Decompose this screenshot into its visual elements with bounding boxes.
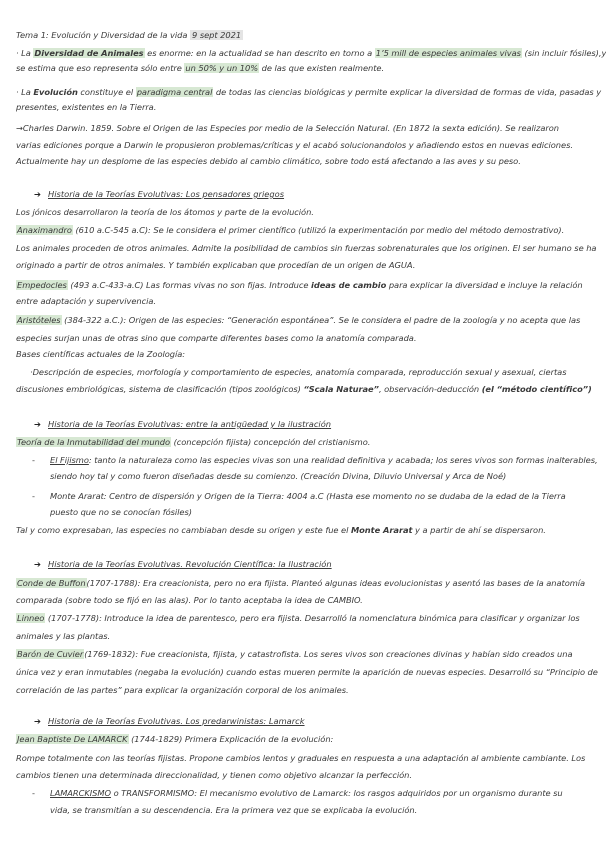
text-line: Linneo (1707-1778): Introduce la idea de parentesco, pero era fijista. Desarrolló la nomenclatura binómica para clasificar y organizar los [17,613,580,623]
intro-line: →Charles Darwin. 1859. Sobre el Origen de las Especies por medio de la Selección Natural. (En 1872 la sexta edición). Se realizaron [16,123,559,133]
section-heading: ➔ Historia de la Teorías Evolutivas: Los pensadores griegos [34,189,285,199]
list-dash: - [32,455,35,465]
text-line: Conde de Buffon(1707-1788): Era creacionista, pero no era fijista. Planteó algunas ideas evolucionistas y asentó las bases de la anatomía [17,578,586,588]
text-line: Tal y como expresaban, las especies no cambiaban desde su origen y este fue el Monte Ararat y a partir de ahí se dispersaron. [16,525,546,535]
text-line: Anaximandro (610 a.C-545 a.C): Se le considera el primer científico (utilizó la experimentación por medio del método demostrativo). [17,225,565,235]
section-heading: ➔ Historia de la Teorías Evolutivas. Los predarwinistas: Lamarck [34,716,305,726]
document-title [16,29,588,41]
section-heading: ➔ Historia de la Teorías Evolutivas. Revolución Científica: la Ilustración [34,559,332,569]
title-date: 9 sept 2021 [192,30,242,40]
intro-line: Actualmente hay un desplome de las especies debido al cambio climático, sobre todo está afectando a las aves y su peso. [16,156,521,166]
text-line: Bases científicas actuales de la Zoología: [16,349,185,359]
intro-line: · La Diversidad de Animales es enorme: en la actualidad se han descrito en torno a 1’5 mill de especies animales vivas (sin incluir fósiles),y [16,48,606,58]
arrow-icon: ➔ [34,189,41,199]
text-line: Los animales proceden de otros animales. Admite la posibilidad de cambios sin fuerzas sobrenaturales que los originen. El ser humano se ha [16,243,597,253]
list-item-cont: puesto que no se conocían fósiles) [50,507,192,517]
text-line: ·Descripción de especies, morfología y comportamiento de especies, anatomía comparada, reproducción sexual y asexual, ciertas [30,367,567,377]
text-line: Barón de Cuvier(1769-1832): Fue creacionista, fijista, y catastrofista. Los seres vivos son creaciones divinas y habían sido creados una [17,649,573,659]
text-line: especies surjan unas de otras sino que comparte diferentes bases como la anatomía comparada. [16,333,417,343]
list-item: LAMARCKISMO o TRANSFORMISMO: El mecanismo evolutivo de Lamarck: los rasgos adquiridos por un organismo durante su [50,788,563,798]
arrow-icon: ➔ [34,419,41,429]
text-line: discusiones embriológicas, sistema de clasificación (tipos zoológicos) “Scala Naturae”, observación-deducción (el “método científico”) [16,384,592,394]
text-line: Teoría de la Inmutabilidad del mundo (concepción fijista) concepción del cristianismo. [17,437,371,447]
text-line: Rompe totalmente con las teorías fijistas. Propone cambios lentos y graduales en respuesta a una adaptación al ambiente cambiante. Los [16,753,586,763]
text-line: correlación de las partes” para explicar la organización corporal de los animales. [16,685,349,695]
title-text: Tema 1: Evolución y Diversidad de la vida [16,30,188,40]
text-line: Empedocles (493 a.C-433-a.C) Las formas vivas no son fijas. Introduce ideas de cambio para explicar la diversidad e incluye la relación [17,280,583,290]
text-line: animales y las plantas. [16,631,111,641]
list-item: El Fijismo: tanto la naturaleza como las especies vivas son una realidad definitiva y acabada; los seres vivos son formas inalterables, [50,455,598,465]
list-dash: - [32,788,35,798]
intro-line: varias ediciones porque a Darwin le propusieron problemas/críticas y el acabó solucionandolos y añadiendo estos en nuevas ediciones. [16,140,573,150]
section-heading: ➔ Historia de la Teorías Evolutivas: entre la antigüedad y la ilustración [34,419,332,429]
text-line: originado a partir de otros animales. Y también explicaban que procedían de un origen de AGUA. [16,260,416,270]
arrow-icon: ➔ [34,559,41,569]
text-line: Aristóteles (384-322 a.C.): Origen de las especies: “Generación espontánea”. Se le considera el padre de la zoología y no acepta que las [17,315,581,325]
text-line: Jean Baptiste De LAMARCK (1744-1829) Primera Explicación de la evolución: [17,734,334,744]
text-line: cambios tienen una determinada direccionalidad, y tienen como objetivo alcanzar la perfección. [16,770,412,780]
text-line: única vez y eran inmutables (negaba la evolución) cuando estas mueren permite la aparición de nuevas especies. Desarrolló su “Principio de [16,667,598,677]
intro-line: · La Evolución constituye el paradigma central de todas las ciencias biológicas y permite explicar la diversidad de formas de vida, pasadas y [16,87,602,97]
text-line: entre adaptación y supervivencia. [16,296,156,306]
list-dash: - [32,491,35,501]
intro-line: se estima que eso representa sólo entre un 50% y un 10% de las que existen realmente. [16,63,385,73]
text-line: Los jónicos desarrollaron la teoría de los átomos y parte de la evolución. [16,207,314,217]
text-line: comparada (sobre todo se fijó en las alas). Por lo tanto aceptaba la idea de CAMBIO. [16,595,363,605]
arrow-icon: ➔ [34,716,41,726]
list-item-cont: vida, se transmitían a su descendencia. Era la primera vez que se explicaba la evolución. [50,805,418,815]
list-item: Monte Ararat: Centro de dispersión y Origen de la Tierra: 4004 a.C (Hasta ese momento no se dudaba de la edad de la Tierra [50,491,566,501]
list-item-cont: siendo hoy tal y como fueron diseñadas desde su comienzo. (Creación Divina, Diluvio Universal y Arca de Noé) [50,471,507,481]
intro-line: presentes, existentes en la Tierra. [16,102,157,112]
